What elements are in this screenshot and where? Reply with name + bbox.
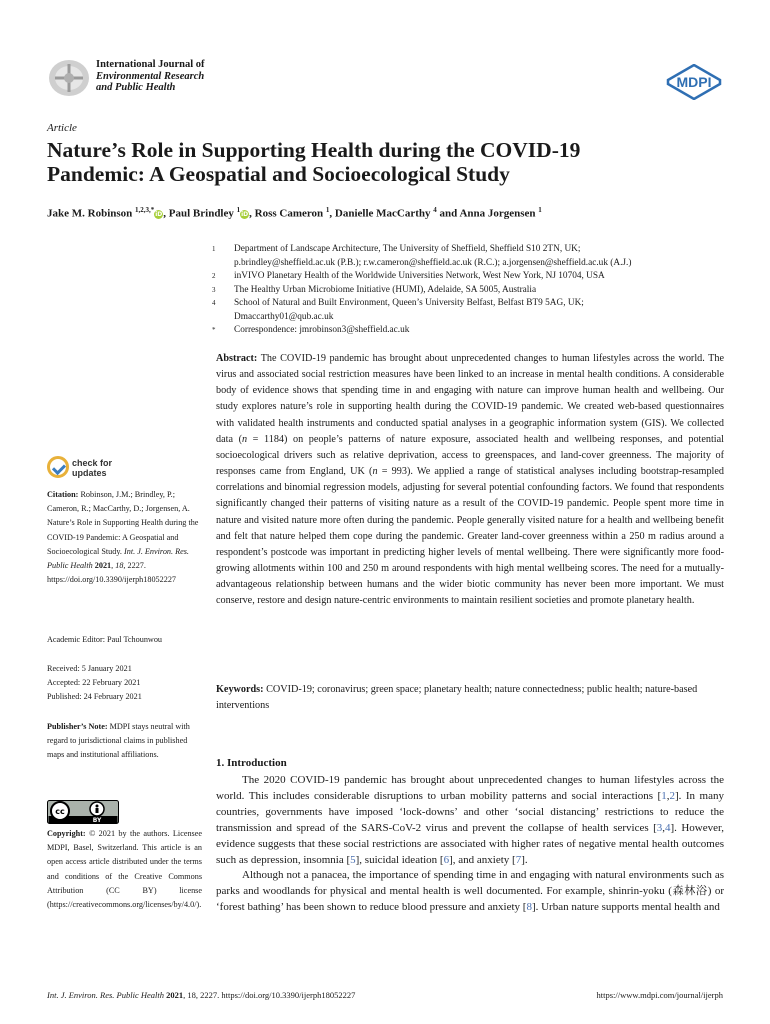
affiliation-text: The Healthy Urban Microbiome Initiative (HUMI), Adelaide, SA 5005, Australia (234, 284, 537, 295)
affiliation-number: 2 (212, 272, 216, 280)
article-title-line2: Pandemic: A Geospatial and Socioecological Study (47, 162, 510, 186)
author-list (47, 206, 737, 220)
accepted-date: Accepted: 22 February 2021 (47, 678, 141, 688)
abstract (216, 351, 724, 610)
footer-journal: Int. J. Environ. Res. Public Health (47, 990, 165, 1000)
affiliation-number (212, 257, 234, 271)
citation-doi[interactable]: 2227. https://doi.org/10.3390/ijerph18052227 (47, 561, 177, 585)
reference-link[interactable]: 5 (350, 853, 356, 866)
affiliation-row (212, 311, 732, 325)
journal-name-line3: and Public Health (96, 82, 176, 93)
abstract-part3: = 993). We applied a range of statistical analyses including bootstrap-resampled correlations and binomial regression models, adjusting for several potential confounding factors. We found that respondents significantly changed their patterns of visiting nature as a result of the COVID-19 pandemic. People spent more time in nature and visited nature more often during the pandemic. People generally visited nature for a health and wellbeing benefit and felt that nature helped them cope during the pandemic. Greater land-cover greenness within a 250 m radius around a respondent’s postcode was important in predicting higher levels of mental wellbeing. There were significantly more food-growing allotments within 100 and 250 m around respondents with high mental wellbeing scores. The need for a mutually-advantageous relationship between humans and the wider biotic community has never been more important. We must conserve, restore and design nature-centric environments to maintain resilient societies and promote planetary health. (216, 466, 724, 607)
citation-text: Robinson, J.M.; Brindley, P.; Cameron, R.; MacCarthy, D.; Jorgensen, A. Nature’s Role in Supporting Health during the COVID-19 Pandemic: A Geospatial and Socioecological Study. (47, 490, 199, 556)
citation-journal: Int. J. Environ. Res. Public Health (47, 546, 189, 571)
affiliation-number: 1 (212, 245, 216, 253)
intro-paragraph-2: Although not a panacea, the importance of spending time in and engaging with natural environments such as parks and woodlands for physical and mental health is well documented. For example, shinrin-yoku (森林浴) or ‘forest bathing’ has been shown to reduce blood pressure and anxiety [8]. Urban nature supports mental health and (216, 869, 724, 914)
publisher-note-label: Publisher’s Note: (47, 722, 108, 731)
affiliation-number: 3 (212, 285, 216, 294)
section-heading-introduction: 1. Introduction (216, 757, 287, 769)
journal-name-line1: International Journal of (96, 59, 205, 70)
author-name: Jake M. Robinson (47, 207, 133, 220)
affiliation-text: Department of Landscape Architecture, The University of Sheffield, Sheffield S10 2TN, UK; (234, 244, 581, 254)
check-updates-line1: check for (72, 458, 113, 468)
journal-logo (47, 58, 91, 98)
mdpi-logo (666, 64, 722, 100)
publisher-note-text: MDPI stays neutral with regard to jurisdictional claims in published maps and institutional affiliations. (47, 722, 190, 760)
author-affiliation-marker: 1 (325, 206, 330, 214)
published-date: Published: 24 February 2021 (47, 692, 142, 702)
author-separator: , (329, 207, 335, 220)
affiliation-text: Correspondence: jmrobinson3@sheffield.ac.uk (234, 325, 410, 335)
reference-link[interactable]: 6 (443, 853, 450, 866)
author-affiliation-marker: 1 (236, 206, 241, 214)
author-separator: and (436, 207, 460, 220)
affiliation-row (212, 324, 732, 338)
affiliation-text: School of Natural and Built Environment, Queen’s University Belfast, Belfast BT9 5AG, UK; (234, 298, 584, 308)
reference-link[interactable]: 1 (661, 789, 667, 802)
publication-dates (47, 662, 202, 705)
footer-journal-url[interactable]: https://www.mdpi.com/journal/ijerph (596, 990, 723, 1000)
journal-name (96, 59, 205, 94)
abstract-n2: n (372, 466, 378, 478)
check-updates-icon (47, 456, 69, 478)
abstract-n1: n (241, 433, 248, 445)
footer-year: 2021 (166, 990, 184, 1000)
academic-editor: Academic Editor: Paul Tchounwou (47, 635, 163, 644)
check-updates-line2: updates (72, 468, 107, 478)
author-name: Anna Jorgensen (459, 207, 536, 220)
author-name: Paul Brindley (168, 207, 234, 220)
abstract-label: Abstract: (216, 353, 258, 364)
keywords-text: COVID-19; coronavirus; green space; planetary health; nature connectedness; public health; nature-based interventions (216, 684, 698, 711)
affiliation-text: Dmaccarthy01@qub.ac.uk (234, 311, 334, 322)
author-affiliation-marker: 4 (433, 206, 437, 214)
reference-link[interactable]: 3 (656, 821, 663, 834)
received-date: Received: 5 January 2021 (47, 664, 132, 673)
mdpi-logo-text: MDPI (676, 74, 712, 90)
citation-year: 2021 (94, 561, 112, 571)
copyright-label: Copyright: (47, 829, 86, 838)
author-affiliation-marker: 1,2,3,* (135, 206, 155, 214)
reference-link[interactable]: 4 (665, 821, 671, 834)
reference-link[interactable]: 8 (526, 901, 532, 914)
cc-by-license-icon[interactable] (47, 800, 119, 824)
orcid-icon[interactable]: iD (241, 210, 249, 218)
author-separator: , (249, 207, 255, 220)
reference-link[interactable]: 2 (669, 789, 675, 802)
abstract-part2: = 1184) on people’s patterns of nature exposure, associated health and wellbeing responses, and potential socioecological drivers such as relative deprivation, access to greenspaces, and land-cover greenness. The majority of responses came from England, UK ( (216, 433, 724, 478)
affiliation-number (212, 311, 234, 325)
citation-label: Citation: (47, 490, 79, 499)
by-text: BY (92, 817, 102, 824)
keywords (216, 682, 724, 714)
journal-name-line2: Environmental Research (96, 70, 205, 82)
affiliation-text: inVIVO Planetary Health of the Worldwide Universities Network, West New York, NJ 10704, USA (234, 271, 605, 281)
affiliation-row (212, 297, 732, 311)
footer-citation (47, 990, 355, 1000)
author-name: Ross Cameron (254, 207, 324, 220)
article-title-line1: Nature’s Role in Supporting Health during the COVID-19 (47, 138, 581, 162)
affiliation-row (212, 257, 732, 271)
reference-link[interactable]: 7 (515, 853, 522, 866)
affiliation-row (212, 243, 732, 257)
citation-volume: 18 (115, 561, 124, 571)
copyright-block (47, 827, 202, 912)
affiliation-row (212, 270, 732, 284)
introduction-body (216, 773, 724, 916)
orcid-icon[interactable]: iD (155, 210, 163, 218)
affiliation-text: p.brindley@sheffield.ac.uk (P.B.); r.w.cameron@sheffield.ac.uk (R.C.); a.jorgensen@sheffield.ac.uk (A.J.) (234, 257, 632, 268)
article-title (47, 138, 727, 186)
intro-paragraph-1: The 2020 COVID-19 pandemic has brought about unprecedented changes to human lifestyles across the world. This includes considerable disruptions to urban mobility patterns and social interactions [1,2]. In many countries, governments have imposed ‘lock-downs’ and other ‘social distancing’ restrictions to reduce the transmission and spread of the SARS-CoV-2 virus and prevent the collapse of health services [3,4]. However, evidence suggests that these social restrictions are associated with higher rates of negative mental health outcomes such as depression, insomnia [5], suicidal ideation [6], and anxiety [7]. (216, 774, 724, 866)
affiliation-row (212, 284, 732, 298)
author-affiliation-marker: 1 (538, 206, 542, 214)
author-separator: , (163, 207, 169, 220)
affiliation-number: 4 (212, 299, 216, 307)
check-for-updates-button[interactable] (47, 456, 117, 484)
affiliations (212, 243, 732, 338)
publisher-note (47, 720, 202, 763)
cc-text: cc (55, 807, 65, 816)
author-name: Danielle MacCarthy (334, 207, 431, 220)
abstract-part1: The COVID-19 pandemic has brought about unprecedented changes to human lifestyles across the world. The virus and associated social restriction measures have been linked to an increase in mental health conditions. A considerable body of evidence shows that spending time in and engaging with nature can improve human health and wellbeing. Our study explores nature’s role in supporting health during the COVID-19 pandemic. We created web-based questionnaires with validated health instruments and conducted spatial analyses in a geographic information system (GIS). We collected data ( (216, 353, 724, 445)
article-type: Article (47, 122, 77, 134)
citation-block: Citation: Robinson, J.M.; Brindley, P.; Cameron, R.; MacCarthy, D.; Jorgensen, A. Nature’s Role in Supporting Health during the COVID-19 Pandemic: A Geospatial and Socioecological Study. Int. J. Environ. Res. Public Health 2021, 18, 2227. https://doi.org/10.3390/ijerph18052227 (47, 490, 199, 585)
keywords-label: Keywords: (216, 684, 264, 695)
footer-doi[interactable]: , 18, 2227. https://doi.org/10.3390/ijerph18052227 (183, 990, 356, 1000)
affiliation-number: * (212, 326, 216, 334)
copyright-text: © 2021 by the authors. Licensee MDPI, Basel, Switzerland. This article is an open access article distributed under the terms and conditions of the Creative Commons Attribution (CC BY) license (https://creativecommons.org/licenses/by/4.0/). (47, 829, 203, 910)
